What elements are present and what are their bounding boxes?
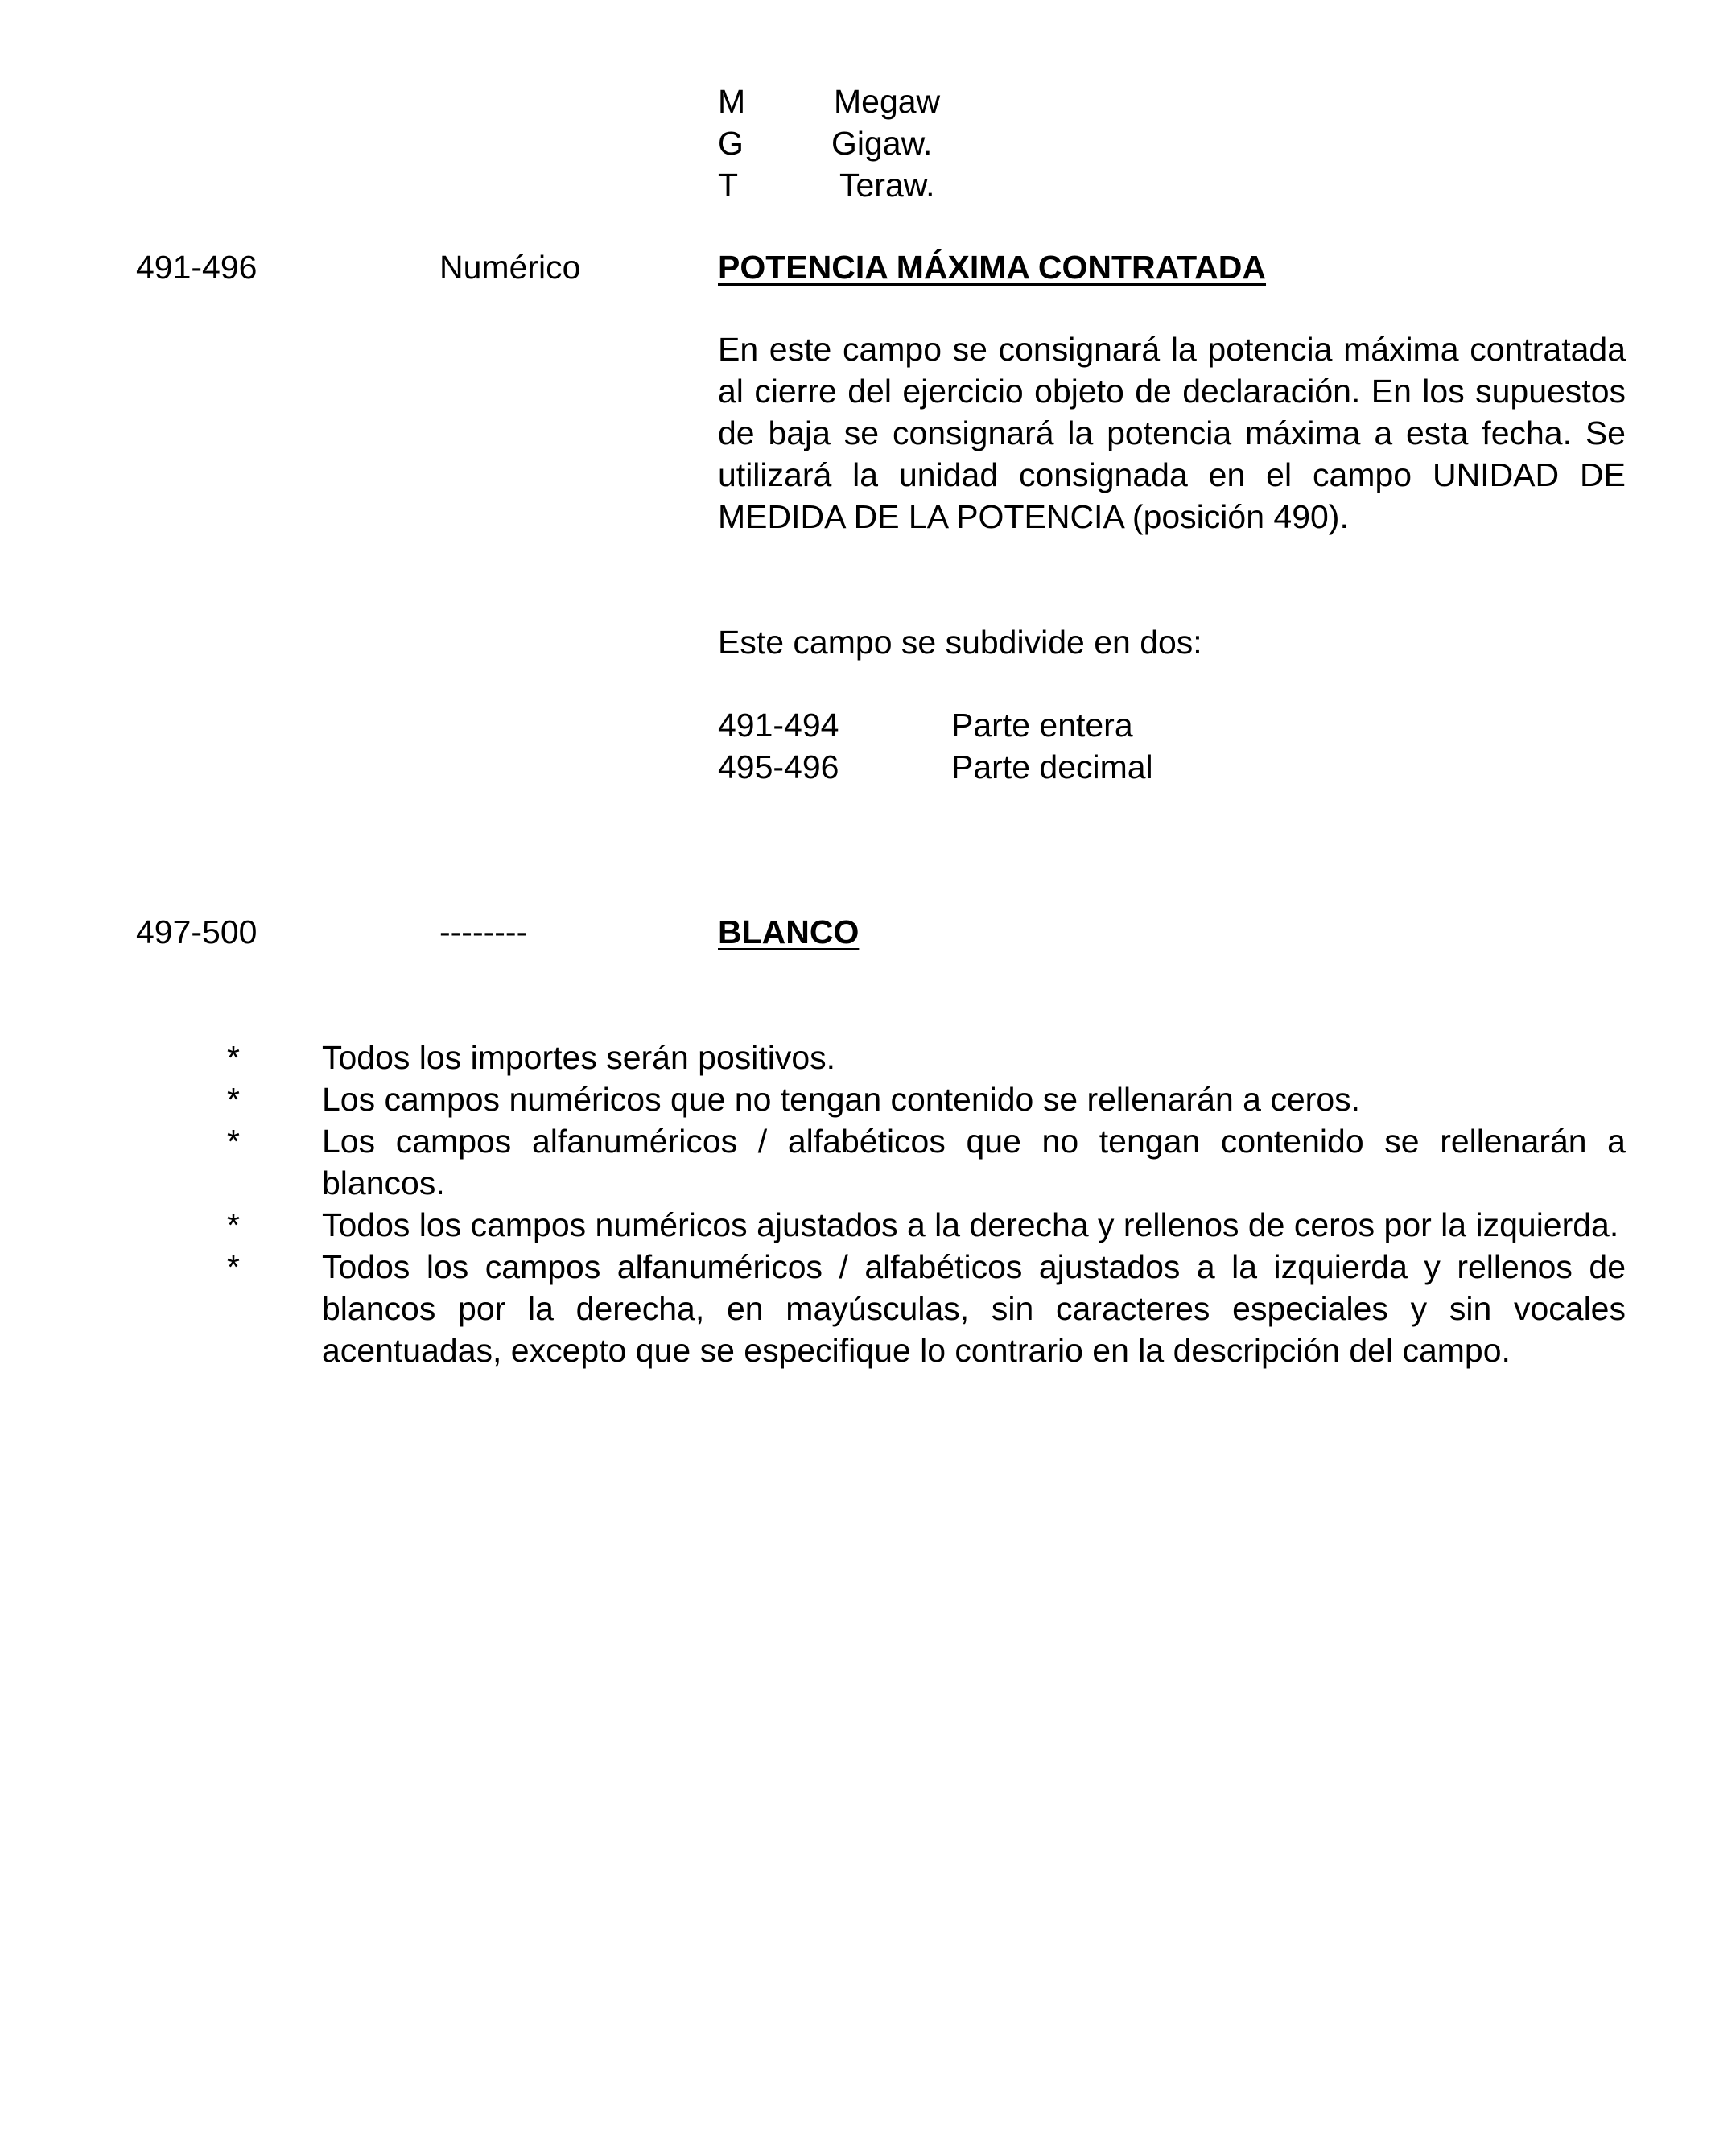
note-item [0, 1078, 1711, 1120]
unit-code-g: G [718, 125, 744, 162]
unit-name-gigaw: Gigaw. [831, 125, 933, 162]
note-item [0, 1246, 1711, 1371]
field-type-numerico: Numérico [439, 249, 581, 286]
unit-code-t: T [718, 167, 739, 204]
note-bullet: * [227, 1081, 240, 1118]
field-position-497-500: 497-500 [136, 913, 258, 950]
field-type-dashes: -------- [439, 913, 528, 950]
note-bullet: * [227, 1123, 240, 1160]
unit-name-teraw: Teraw. [839, 167, 935, 204]
note-text: Todos los campos numéricos ajustados a la derecha y rellenos de ceros por la izquierda. [322, 1206, 1619, 1243]
note-item [0, 1037, 1711, 1078]
field-title-blanco: BLANCO [718, 913, 860, 950]
field-description-potencia: En este campo se consignará la potencia máxima contratada al cierre del ejercicio objeto de declaración. En los supuestos de baja se consignará la potencia máxima a esta fecha. Se utilizará la unidad consignada en el campo UNIDAD DE MEDIDA DE LA POTENCIA (posición 490). [718, 331, 1626, 535]
subfield-range-entera: 491-494 [718, 707, 839, 744]
note-text: Los campos numéricos que no tengan contenido se rellenarán a ceros. [322, 1081, 1361, 1118]
note-text: Todos los importes serán positivos. [322, 1039, 836, 1076]
note-bullet: * [227, 1206, 240, 1243]
subfield-range-decimal: 495-496 [718, 748, 839, 785]
unit-name-megaw: Megaw [834, 83, 941, 120]
note-item [0, 1204, 1711, 1246]
note-text: Todos los campos alfanuméricos / alfabéticos ajustados a la izquierda y rellenos de blancos por la derecha, en mayúsculas, sin caracteres especiales y sin vocales acentuadas, excepto que se especifique lo contrario en la descripción del campo. [322, 1248, 1626, 1369]
notes-list [0, 1037, 1711, 1371]
note-bullet: * [227, 1248, 240, 1285]
note-bullet: * [227, 1039, 240, 1076]
subfield-label-entera: Parte entera [951, 707, 1133, 744]
subdivide-text: Este campo se subdivide en dos: [718, 624, 1202, 661]
subfield-label-decimal: Parte decimal [951, 748, 1153, 785]
unit-code-m: M [718, 83, 746, 120]
note-item [0, 1120, 1711, 1204]
field-title-potencia-maxima: POTENCIA MÁXIMA CONTRATADA [718, 249, 1267, 286]
field-position-491-496: 491-496 [136, 249, 258, 286]
note-text: Los campos alfanuméricos / alfabéticos que no tengan contenido se rellenarán a blancos. [322, 1123, 1626, 1202]
